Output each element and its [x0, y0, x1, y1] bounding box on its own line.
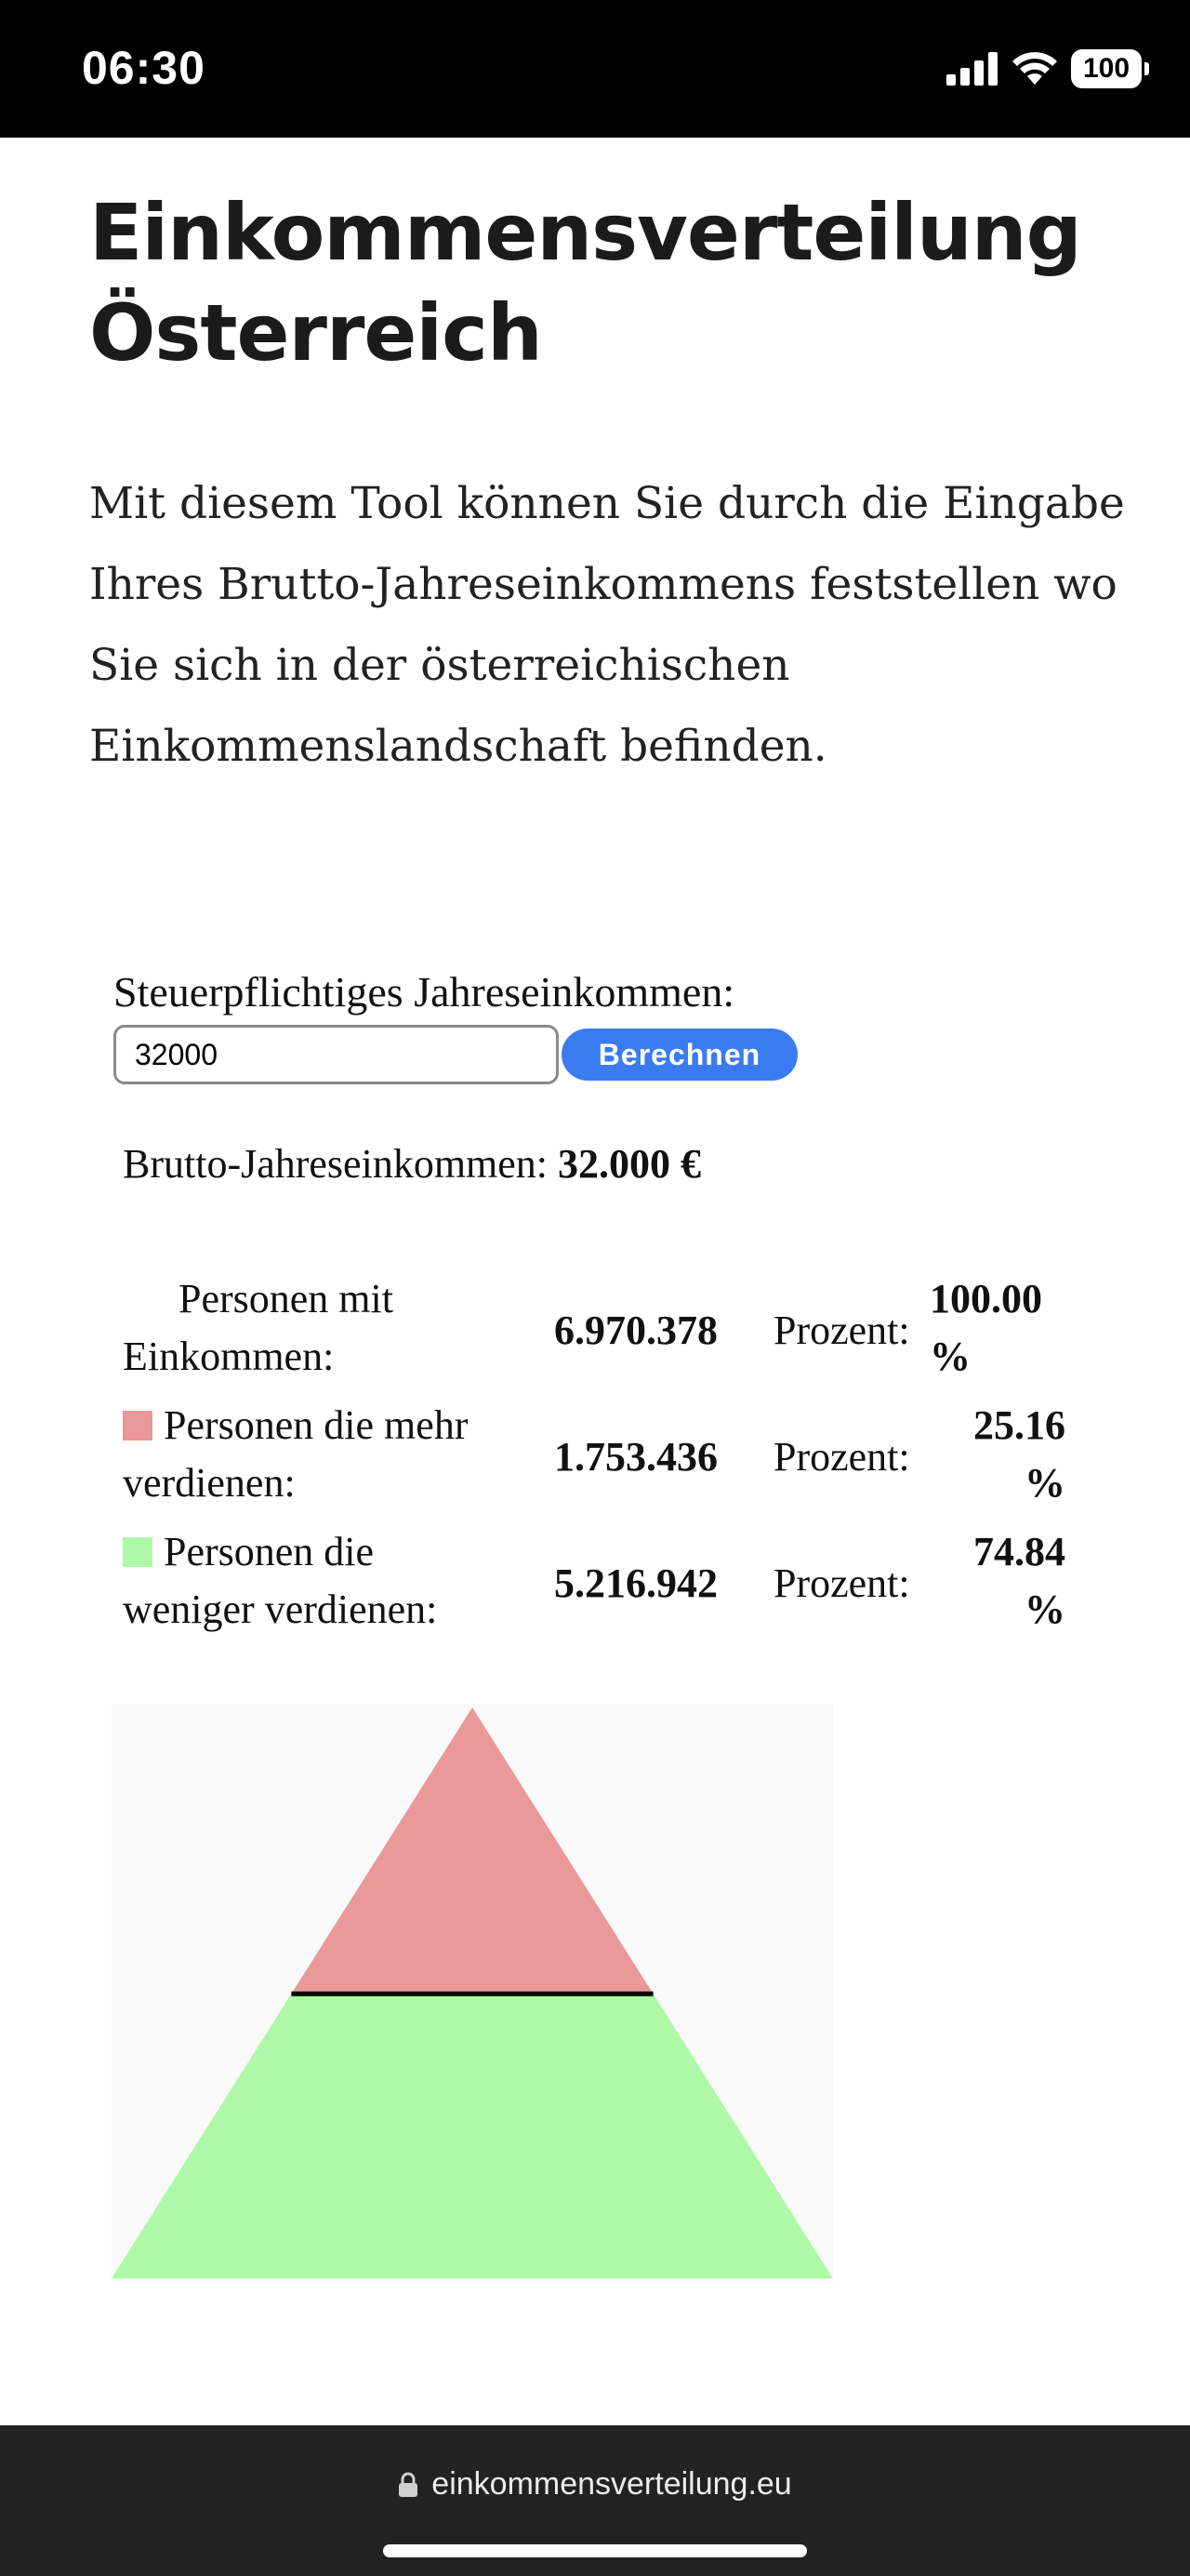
page-title [89, 182, 1158, 383]
stats-percent-prefix: Prozent: [774, 1560, 910, 1606]
battery-icon: 100 [1071, 49, 1142, 88]
stats-percent [930, 1397, 1065, 1512]
stats-count: 1.753.436 [554, 1434, 718, 1480]
gross-income-label: Brutto-Jahreseinkommen: [123, 1141, 549, 1187]
legend-swatch-higher [123, 1411, 152, 1441]
stats-label [123, 1397, 560, 1512]
income-label: Steuerpflichtiges Jahreseinkommen: [113, 968, 735, 1016]
stats-label-line1: Personen die [164, 1529, 375, 1574]
stats-percent-prefix: Prozent: [774, 1434, 910, 1480]
stats-percent-prefix: Prozent: [774, 1308, 910, 1353]
stats-percent-unit: % [1025, 1587, 1065, 1632]
stats-percent-unit: % [1025, 1460, 1065, 1506]
browser-url-bar[interactable] [0, 2425, 1190, 2576]
stats-label-line1: Personen mit [178, 1276, 393, 1321]
stats-row-lower [123, 1523, 1071, 1644]
url-text[interactable]: einkommensverteilung.eu [431, 2466, 792, 2502]
calculate-button[interactable]: Berechnen [562, 1029, 798, 1081]
stats-percent [930, 1270, 1065, 1386]
cellular-signal-icon [946, 52, 998, 86]
stats-percent [930, 1523, 1065, 1639]
wifi-icon [1012, 51, 1058, 86]
page-title-line2: Österreich [89, 287, 542, 378]
status-bar [0, 0, 1190, 138]
intro-text: Mit diesem Tool können Sie durch die Eingabe Ihres Brutto-Jahreseinkommens feststellen wo Sie sich in der österreichischen Einkommenslandschaft befinden. [89, 478, 1125, 772]
stats-count: 5.216.942 [554, 1560, 718, 1606]
page-content [0, 138, 1190, 2425]
stats-label [123, 1270, 560, 1386]
stats-percent-value: 74.84 [973, 1529, 1065, 1574]
stats-row-total [123, 1270, 1071, 1391]
stats-row-higher [123, 1397, 1071, 1518]
gross-income-line [123, 1140, 701, 1188]
income-pyramid [112, 1704, 833, 2282]
stats-count: 6.970.378 [554, 1308, 718, 1353]
stats-label-line1: Personen die mehr [164, 1402, 469, 1448]
stats-percent-value: 100.00 [930, 1276, 1042, 1321]
income-input[interactable] [113, 1025, 559, 1084]
gross-income-value: 32.000 € [558, 1141, 702, 1187]
status-time: 06:30 [82, 42, 205, 94]
stats-label-line2: Einkommen: [123, 1334, 335, 1379]
stats-percent-unit: % [930, 1334, 971, 1379]
status-icons [946, 48, 1142, 89]
stats-label-line2: weniger verdienen: [123, 1587, 438, 1632]
url-row[interactable] [0, 2466, 1190, 2503]
lock-icon [398, 2472, 418, 2498]
stats-label-line2: verdienen: [123, 1460, 296, 1506]
page-title-line1: Einkommensverteilung [89, 187, 1081, 278]
stats-label [123, 1523, 560, 1639]
home-indicator[interactable] [383, 2544, 807, 2557]
stats-percent-value: 25.16 [973, 1402, 1065, 1448]
legend-swatch-lower [123, 1537, 152, 1567]
